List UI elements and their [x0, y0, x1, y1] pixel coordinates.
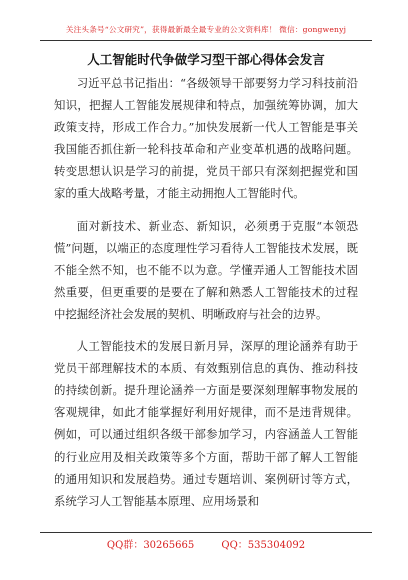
paragraph-1: 习近平总书记指出：“各级领导干部要努力学习科技前沿知识，把握人工智能发展规律和特点，加强统筹协调，加大政策支持，形成工作合力。”加快发展新一代人工智能是事关我国能否抓住新一轮科技革命和产业变革机遇的战略问题。转变思想认识是学习的前提，党员干部只有深刻把握党和国家的重大战略考量，才能主动拥抱人工智能时代。: [54, 76, 358, 201]
header-divider: [40, 40, 372, 41]
footer-divider: [40, 532, 372, 533]
document-title: 人工智能时代争做学习型干部心得体会发言: [87, 52, 325, 67]
header-banner: 关注头条号“公文研究”，获得最新最全最专业的公文资料库！ 微信：gongwenyj: [65, 25, 347, 34]
paragraph-3: 人工智能技术的发展日新月异，深厚的理论涵养有助于党员干部理解技术的本质、有效甄别信息的真伪、推动科技的持续创新。提升理论涵养一方面是要深刻理解事物发展的客观规律，如此才能掌握好利用好规律，而不是违背规律。例如，可以通过组织各级干部参加学习，内容涵盖人工智能的行业应用及相关政策等多个方面，帮助干部了解人工智能的通用知识和发展趋势。通过专题培训、案例研讨等方式，系统学习人工智能基本原理、应用场景和: [54, 339, 358, 508]
footer-qq: QQ：535304092: [221, 540, 306, 551]
footer-contact: [40, 536, 372, 551]
document-body: [54, 72, 358, 512]
paragraph-2: 面对新技术、新业态、新知识，必须勇于克服“本领恐慌”问题，以端正的态度理性学习看待人工智能技术发展，既不能全然不知，也不能不以为意。学懂弄通人工智能技术固然重要，但更重要的是要在了解和熟悉人工智能技术的过程中挖掘经济社会发展的契机、明晰政府与社会的边界。: [54, 218, 358, 321]
footer-qq-group: QQ群：30265665: [106, 540, 195, 551]
